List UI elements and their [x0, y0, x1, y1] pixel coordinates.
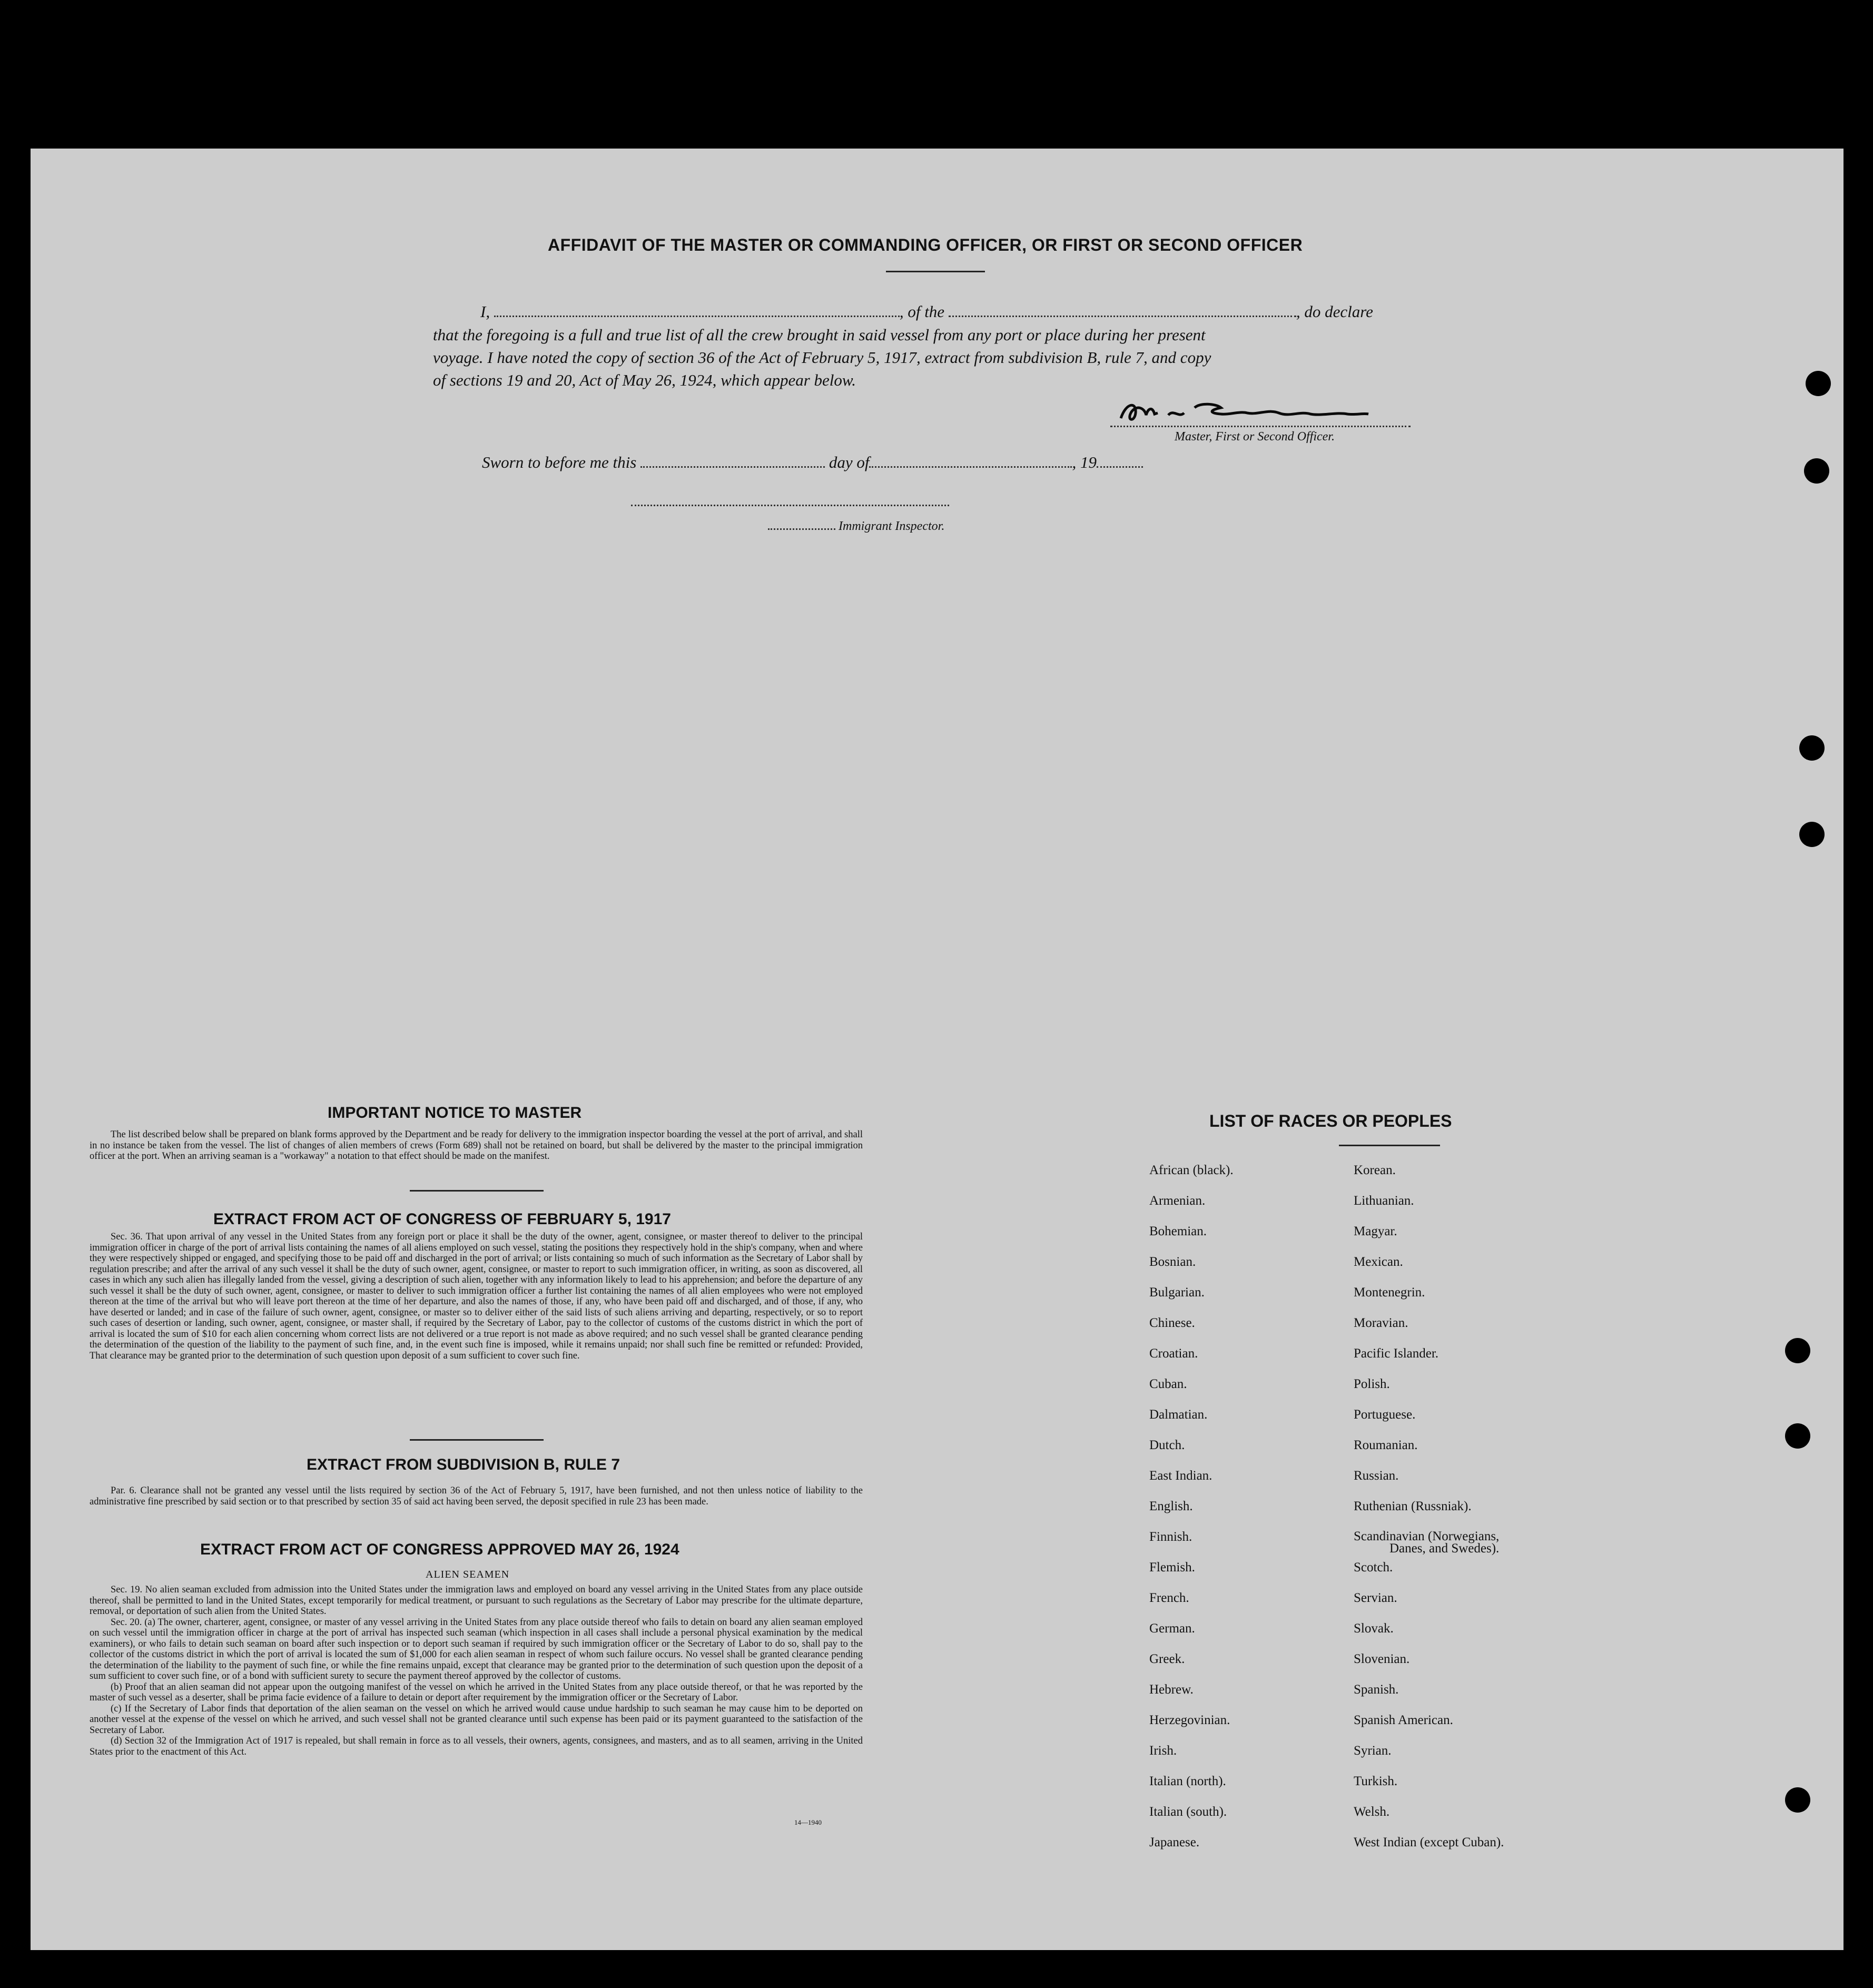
race-item: Mexican.: [1354, 1255, 1403, 1269]
race-item: Chinese.: [1149, 1316, 1195, 1330]
race-item: Pacific Islander.: [1354, 1346, 1439, 1361]
race-item: Portuguese.: [1354, 1408, 1416, 1422]
race-item: Montenegrin.: [1354, 1285, 1425, 1300]
section-19-paragraph: Sec. 19. No alien seaman excluded from admission into the United States under the immigration laws and employed on board any vessel arriving in the United States from any place outside thereof, shall be permitted to land in the United States, except temporarily for medical treatment, or pursuant to such regulations as the Secretary of Labor may prescribe for the ultimate departure, removal, or deportation of such alien from the United States.: [90, 1585, 863, 1617]
race-item: Polish.: [1354, 1377, 1390, 1391]
rule-7-title: EXTRACT FROM SUBDIVISION B, RULE 7: [307, 1456, 620, 1473]
officer-signature: [1116, 397, 1411, 429]
extract-1917-text: [90, 1232, 863, 1361]
affidavit-line-2: that the foregoing is a full and true list of all the crew brought in said vessel from any port or place during her present: [433, 326, 1206, 344]
officer-label: Master, First or Second Officer.: [1175, 430, 1335, 444]
divider: [886, 271, 985, 272]
vessel-blank: [949, 310, 1296, 317]
month-blank: [869, 461, 1072, 468]
race-item: Irish.: [1149, 1744, 1177, 1758]
section-20b-paragraph: (b) Proof that an alien seaman did not appear upon the outgoing manifest of the vessel on which he arrived in the United States from any place outside thereof, or that he was reported by the master of such vessel as a deserter, shall be prima facie evidence of a failure to detain or deport after requirement by the immigration officer or the Secretary of Labor.: [90, 1681, 863, 1703]
race-item: Herzegovinian.: [1149, 1713, 1230, 1727]
race-item: Bulgarian.: [1149, 1285, 1205, 1300]
day-blank: [640, 461, 825, 468]
alien-seamen-subtitle: ALIEN SEAMEN: [426, 1569, 510, 1580]
inspector-dots: [768, 524, 835, 530]
affidavit-title: AFFIDAVIT OF THE MASTER OR COMMANDING OFFICER, OR FIRST OR SECOND OFFICER: [548, 235, 1303, 254]
affidavit-of-the: , of the: [899, 302, 945, 321]
races-title: LIST OF RACES OR PEOPLES: [1209, 1111, 1452, 1130]
punch-hole: [1806, 371, 1831, 396]
divider: [410, 1190, 544, 1192]
section-36-paragraph: Sec. 36. That upon arrival of any vessel in the United States from any foreign port or place it shall be the duty of the owner, agent, consignee, or master thereof to deliver to the principal immigration officer in charge of the port of arrival lists containing the names of all aliens employed on such vessel, stating the positions they respectively hold in the ship's company, when and where they were respectively shipped or engaged, and specifying those to be paid off and discharged in the port of arrival; or lists containing so much of such information as the Secretary of Labor shall by regulation prescribe; and after the arrival of any such vessel it shall be the duty of such owner, agent, consignee, or master to report to such immigration officer, in writing, as soon as discovered, all cases in which any such alien has illegally landed from the vessel, giving a description of such alien, together with any information likely to lead to his apprehension; and before the departure of any such vessel it shall be the duty of such owner, agent, consignee, or master to deliver to such immigration officer a further list containing the names of all alien employees who were not employed thereon at the time of the arrival but who will leave port thereon at the time of her departure, and also the names of those, if any, who have been paid off and discharged, and of those, if any, who have deserted or landed; and in case of the failure of such owner, agent, consignee, or master so to deliver either of the said lists of such aliens arriving and departing, respectively, or so to report such cases of desertion or landing, such owner, agent, consignee, or master shall, if required by the Secretary of Labor, pay to the collector of customs of the customs district in which the port of arrival is located the sum of $10 for each alien concerning whom correct lists are not delivered or a true report is not made as above required; and no such vessel shall be granted clearance pending the determination of the question of the liability to the payment of such fine, and, in the event such fine is imposed, while it remains unpaid; nor shall such fine be remitted or refunded: Provided, That clearance may be granted prior to the determination of such question upon deposit of a sum sufficient to cover such fine.: [90, 1232, 863, 1361]
race-item: Ruthenian (Russniak).: [1354, 1499, 1472, 1513]
inspector-label-text: Immigrant Inspector.: [839, 519, 945, 533]
affidavit-do-declare: , do declare: [1296, 302, 1373, 321]
punch-hole: [1785, 1787, 1810, 1813]
race-item: Scotch.: [1354, 1560, 1393, 1574]
race-item: Slovak.: [1354, 1621, 1394, 1636]
punch-hole: [1785, 1423, 1810, 1449]
affidavit-line-4: of sections 19 and 20, Act of May 26, 1924, which appear below.: [433, 371, 856, 389]
race-item: Bosnian.: [1149, 1255, 1196, 1269]
sworn-text: Sworn to before me this: [482, 453, 637, 471]
affidavit-i: I,: [480, 302, 490, 321]
race-item: Syrian.: [1354, 1744, 1392, 1758]
race-item: German.: [1149, 1621, 1195, 1636]
race-item: Finnish.: [1149, 1530, 1192, 1544]
race-item: Welsh.: [1354, 1805, 1390, 1819]
officer-signature-line: [1110, 426, 1411, 427]
race-item: Armenian.: [1149, 1194, 1206, 1208]
rule-7-text: [90, 1485, 863, 1507]
race-item: African (black).: [1149, 1163, 1234, 1177]
race-item: Lithuanian.: [1354, 1194, 1414, 1208]
notice-title: IMPORTANT NOTICE TO MASTER: [328, 1104, 582, 1121]
race-item: Russian.: [1354, 1469, 1399, 1483]
notice-text: [90, 1129, 863, 1162]
race-item: Spanish American.: [1354, 1713, 1453, 1727]
extract-1924-title: EXTRACT FROM ACT OF CONGRESS APPROVED MAY 26, 1924: [200, 1541, 679, 1558]
affidavit-line-3: voyage. I have noted the copy of section 36 of the Act of February 5, 1917, extract from subdivision B, rule 7, and copy: [433, 348, 1211, 367]
punch-hole: [1804, 458, 1829, 484]
race-item: Danes, and Swedes).: [1389, 1541, 1500, 1556]
race-item: Magyar.: [1354, 1224, 1397, 1238]
race-item: Croatian.: [1149, 1346, 1198, 1361]
section-20c-paragraph: (c) If the Secretary of Labor finds that deportation of the alien seaman on the vessel on which he arrived would cause undue hardship to such seaman he may cause him to be deported on another vessel at the expense of the vessel on which he arrived, and such vessel shall not be granted clearance until such expense has been paid or its payment guaranteed to the satisfaction of the Secretary of Labor.: [90, 1703, 863, 1736]
punch-hole: [1799, 735, 1825, 761]
race-item: Spanish.: [1354, 1682, 1399, 1697]
race-item: Moravian.: [1354, 1316, 1408, 1330]
punch-hole: [1785, 1338, 1810, 1363]
race-item: Italian (south).: [1149, 1805, 1227, 1819]
race-item: English.: [1149, 1499, 1193, 1513]
extract-1917-title: EXTRACT FROM ACT OF CONGRESS OF FEBRUARY 5, 1917: [213, 1210, 671, 1228]
extract-1924-text: [90, 1585, 863, 1757]
section-20d-paragraph: (d) Section 32 of the Immigration Act of 1917 is repealed, but shall remain in force as to all vessels, their owners, agents, consignees, and masters, and as to all seamen, arriving in the United States prior to the enactment of this Act.: [90, 1736, 863, 1757]
punch-hole: [1799, 822, 1825, 847]
race-item: West Indian (except Cuban).: [1354, 1835, 1504, 1849]
race-item: Italian (north).: [1149, 1774, 1226, 1788]
name-blank: [494, 310, 900, 317]
form-number: 14—1940: [794, 1818, 822, 1826]
race-item: Bohemian.: [1149, 1224, 1207, 1238]
race-item: Servian.: [1354, 1591, 1397, 1605]
section-20a-paragraph: Sec. 20. (a) The owner, charterer, agent, consignee, or master of any vessel arriving in the United States from any place outside thereof who fails to detain on board any alien seaman employed on such vessel until the immigration officer in charge at the port of arrival has inspected such seaman (which inspection in all cases shall include a personal physical examination by the medical examiners), or who fails to detain such seaman on board after such inspection or to deport such seaman if required by such immigration officer or the Secretary of Labor to do so, shall pay to the collector of the customs district in which the port of arrival is located the sum of $1,000 for each alien seaman in respect of whom such failure occurs. No vessel shall be granted clearance pending the determination of the liability to the payment of such fine, or while the fine remains unpaid, except that clearance may be granted prior to the determination of such question upon the deposit of a sum sufficient to cover such fine, or of a bond with sufficient surety to secure the payment thereof approved by the collector of customs.: [90, 1617, 863, 1681]
race-item: Greek.: [1149, 1652, 1185, 1666]
race-item: Scandinavian (Norwegians,: [1354, 1529, 1500, 1543]
year-blank: [1097, 461, 1143, 468]
day-of-text: day of: [829, 453, 870, 471]
race-item: Hebrew.: [1149, 1682, 1194, 1697]
race-item: Turkish.: [1354, 1774, 1398, 1788]
inspector-signature-line: [631, 505, 949, 506]
year-text: , 19: [1072, 453, 1097, 471]
divider: [1339, 1145, 1440, 1146]
race-item: Dalmatian.: [1149, 1408, 1208, 1422]
sworn-line: [482, 453, 1143, 472]
race-item: East Indian.: [1149, 1469, 1212, 1483]
race-item: Roumanian.: [1354, 1438, 1418, 1452]
par-6-paragraph: Par. 6. Clearance shall not be granted any vessel until the lists required by section 36 of the Act of February 5, 1917, have been furnished, and not then unless notice of liability to the administrative fine prescribed by said section or to that prescribed by section 35 of said act having been served, the deposit specified in rule 23 has been made.: [90, 1485, 863, 1507]
race-item: Slovenian.: [1354, 1652, 1410, 1666]
race-item: Flemish.: [1149, 1560, 1195, 1574]
inspector-label: [768, 519, 944, 534]
race-item: French.: [1149, 1591, 1189, 1605]
race-item: Cuban.: [1149, 1377, 1187, 1391]
race-item: Japanese.: [1149, 1835, 1200, 1849]
affidavit-line-1: [480, 302, 1373, 321]
race-item: Dutch.: [1149, 1438, 1185, 1452]
divider: [410, 1439, 544, 1441]
notice-paragraph: The list described below shall be prepared on blank forms approved by the Department and be ready for delivery to the immigration inspector boarding the vessel at the port of arrival, and shall in no instance be taken from the vessel. The list of changes of alien members of crews (Form 689) shall not be retained on board, but shall be delivered by the master to the principal immigration officer at the port. When an arriving seaman is a "workaway" a notation to that effect should be made on the manifest.: [90, 1129, 863, 1162]
race-item: Korean.: [1354, 1163, 1396, 1177]
